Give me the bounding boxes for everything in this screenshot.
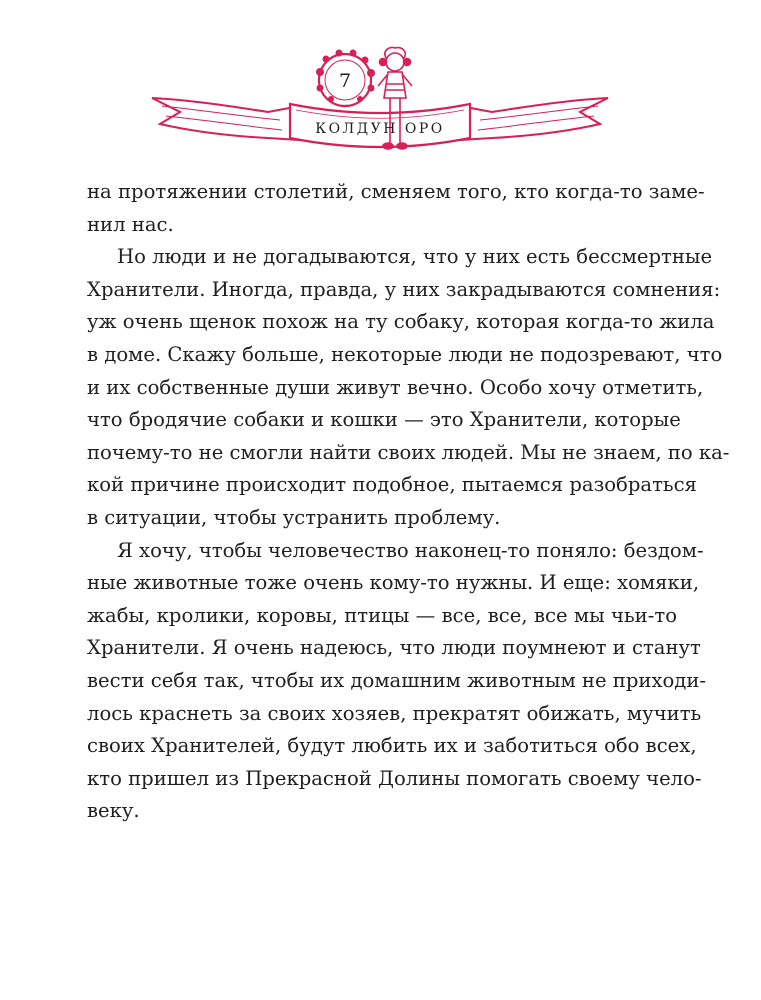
text-line: почему-то не смогли найти своих людей. Мы не знаем, по ка- [87, 440, 730, 464]
text-line: кто пришел из Прекрасной Долины помогать своему чело- [87, 766, 702, 790]
text-line: вести себя так, чтобы их домашним животным не приходи- [87, 668, 707, 692]
text-line: ные животные тоже очень кому-то нужны. И еще: хомяки, [87, 571, 700, 595]
text-line: что бродячие собаки и кошки — это Хранители, которые [87, 408, 681, 432]
paragraph-3 [87, 535, 707, 828]
text-line: Я хочу, чтобы человечество наконец-то поняло: бездом- [117, 538, 704, 562]
paragraph-2 [87, 241, 730, 534]
paragraph-1 [87, 176, 705, 241]
text-line: Но люди и не догадываются, что у них есть бессмертные [117, 245, 713, 269]
text-line: своих Хранителей, будут любить их и заботиться обо всех, [87, 734, 697, 758]
text-line: веку. [87, 799, 140, 823]
text-line: нил нас. [87, 212, 174, 236]
body-text [87, 176, 730, 828]
ribbon-banner-illustration [150, 40, 610, 170]
chapter-header-ornament [150, 40, 610, 170]
text-line: и их собственные души живут вечно. Особо хочу отметить, [87, 375, 704, 399]
page-number: 7 [338, 70, 352, 92]
text-line: уж очень щенок похож на ту собаку, которая когда-то жила [87, 310, 715, 334]
text-line: лось краснеть за своих хозяев, прекратят обижать, мучить [87, 701, 702, 725]
text-line: на протяжении столетий, сменяем того, кто когда-то заме- [87, 180, 705, 203]
text-line: жабы, кролики, коровы, птицы — все, все, все мы чьи-то [87, 603, 677, 627]
chapter-title: КОЛДУН ОРО [315, 121, 445, 137]
text-line: Хранители. Я очень надеюсь, что люди поумнеют и станут [87, 636, 701, 660]
text-line: Хранители. Иногда, правда, у них закрадываются сомнения: [87, 277, 721, 301]
text-line: в ситуации, чтобы устранить проблему. [87, 505, 501, 529]
ribbon-left-tail [152, 98, 300, 140]
text-line: в доме. Скажу больше, некоторые люди не подозревают, что [87, 342, 723, 366]
ribbon-right-tail [460, 98, 608, 140]
text-line: кой причине происходит подобное, пытаемся разобраться [87, 473, 697, 497]
